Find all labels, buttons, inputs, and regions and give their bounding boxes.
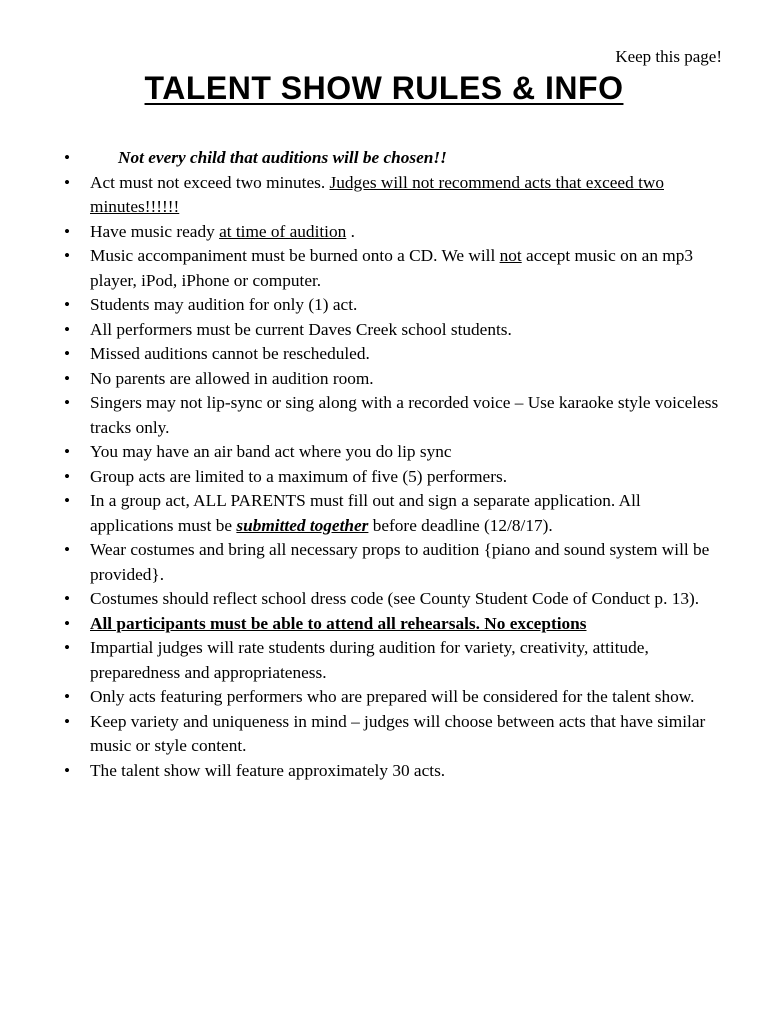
page-title: TALENT SHOW RULES & INFO <box>144 70 624 106</box>
rule-text: All performers must be current Daves Creek school students. <box>90 319 512 339</box>
rule-item-costumes-props <box>64 538 728 587</box>
rule-item-no-lip-sync <box>64 391 728 440</box>
rule-text: All participants must be able to attend all rehearsals. No exceptions <box>90 613 587 633</box>
rule-item-current-students <box>64 318 728 343</box>
bullet-icon: • <box>64 221 71 241</box>
rule-emphasis: not <box>499 246 522 265</box>
rule-item-act-count <box>64 759 728 784</box>
bullet-icon: • <box>64 540 71 559</box>
bullet-icon: • <box>64 344 71 363</box>
rule-item-air-band <box>64 440 728 465</box>
rule-item-no-parents <box>64 367 728 392</box>
bullet-icon: • <box>64 442 71 461</box>
rule-item-time-limit <box>64 171 728 220</box>
bullet-icon: • <box>64 295 71 314</box>
bullet-icon: • <box>64 589 71 608</box>
rule-item-selection <box>64 146 728 171</box>
rule-text: No parents are allowed in audition room. <box>90 368 374 388</box>
rule-text: accept music on an mp3 player, iPod, iPhone or computer. <box>90 246 694 290</box>
rule-item-music-cd <box>64 244 728 293</box>
bullet-icon: • <box>64 246 71 265</box>
rule-emphasis: at time of audition <box>219 221 347 241</box>
rules-list <box>64 146 728 783</box>
bullet-icon: • <box>64 613 71 633</box>
bullet-icon: • <box>64 711 71 731</box>
bullet-icon: • <box>64 687 71 706</box>
bullet-icon: • <box>64 368 71 388</box>
rule-text: Not every child that auditions will be chosen!! <box>118 148 447 167</box>
rule-emphasis: submitted together <box>236 515 369 535</box>
rule-text: Wear costumes and bring all necessary props to audition {piano and sound system will be provided}. <box>90 540 710 584</box>
rule-text: Impartial judges will rate students during audition for variety, creativity, attitude, preparedness and appropriateness. <box>90 638 649 682</box>
rule-text: Act must not exceed two minutes. <box>90 172 330 192</box>
rule-text: In a group act, ALL PARENTS must fill out and sign a separate application. All applications must be <box>90 491 641 535</box>
rule-item-variety <box>64 710 728 759</box>
rule-text: Keep variety and uniqueness in mind – judges will choose between acts that have similar music or style content. <box>90 711 706 755</box>
rule-text: Missed auditions cannot be rescheduled. <box>90 344 370 363</box>
bullet-icon: • <box>64 393 71 412</box>
rule-text: . <box>346 221 355 241</box>
rule-text: Music accompaniment must be burned onto a CD. We will <box>90 246 500 265</box>
rule-text: The talent show will feature approximately 30 acts. <box>90 760 446 780</box>
bullet-icon: • <box>64 466 71 486</box>
rule-text: Group acts are limited to a maximum of five (5) performers. <box>90 466 508 486</box>
rule-emphasis: Judges will not recommend acts that exceed two minutes!!!!!! <box>90 172 664 216</box>
rule-item-music-ready <box>64 220 728 245</box>
bullet-icon: • <box>64 638 71 657</box>
bullet-icon: • <box>64 760 71 780</box>
rule-text: Have music ready <box>90 221 220 241</box>
rule-text: You may have an air band act where you do lip sync <box>90 442 452 461</box>
rule-item-prepared-acts <box>64 685 728 710</box>
bullet-icon: • <box>64 172 71 192</box>
rule-item-judges <box>64 636 728 685</box>
rule-text: Singers may not lip-sync or sing along with a recorded voice – Use karaoke style voiceless tracks only. <box>90 393 719 437</box>
keep-page-note: Keep this page! <box>615 47 722 66</box>
rule-text: Only acts featuring performers who are prepared will be considered for the talent show. <box>90 687 695 706</box>
bullet-icon: • <box>64 491 71 510</box>
rule-item-missed-auditions <box>64 342 728 367</box>
bullet-icon: • <box>64 148 71 167</box>
rule-item-rehearsals <box>64 612 728 637</box>
bullet-icon: • <box>64 319 71 339</box>
rule-item-group-applications <box>64 489 728 538</box>
rule-item-group-limit <box>64 465 728 490</box>
rule-text: Students may audition for only (1) act. <box>90 295 358 314</box>
rule-text: before deadline (12/8/17). <box>368 515 553 535</box>
rule-text: Costumes should reflect school dress code (see County Student Code of Conduct p. 13). <box>90 589 700 608</box>
rule-item-dress-code <box>64 587 728 612</box>
rule-item-one-act <box>64 293 728 318</box>
